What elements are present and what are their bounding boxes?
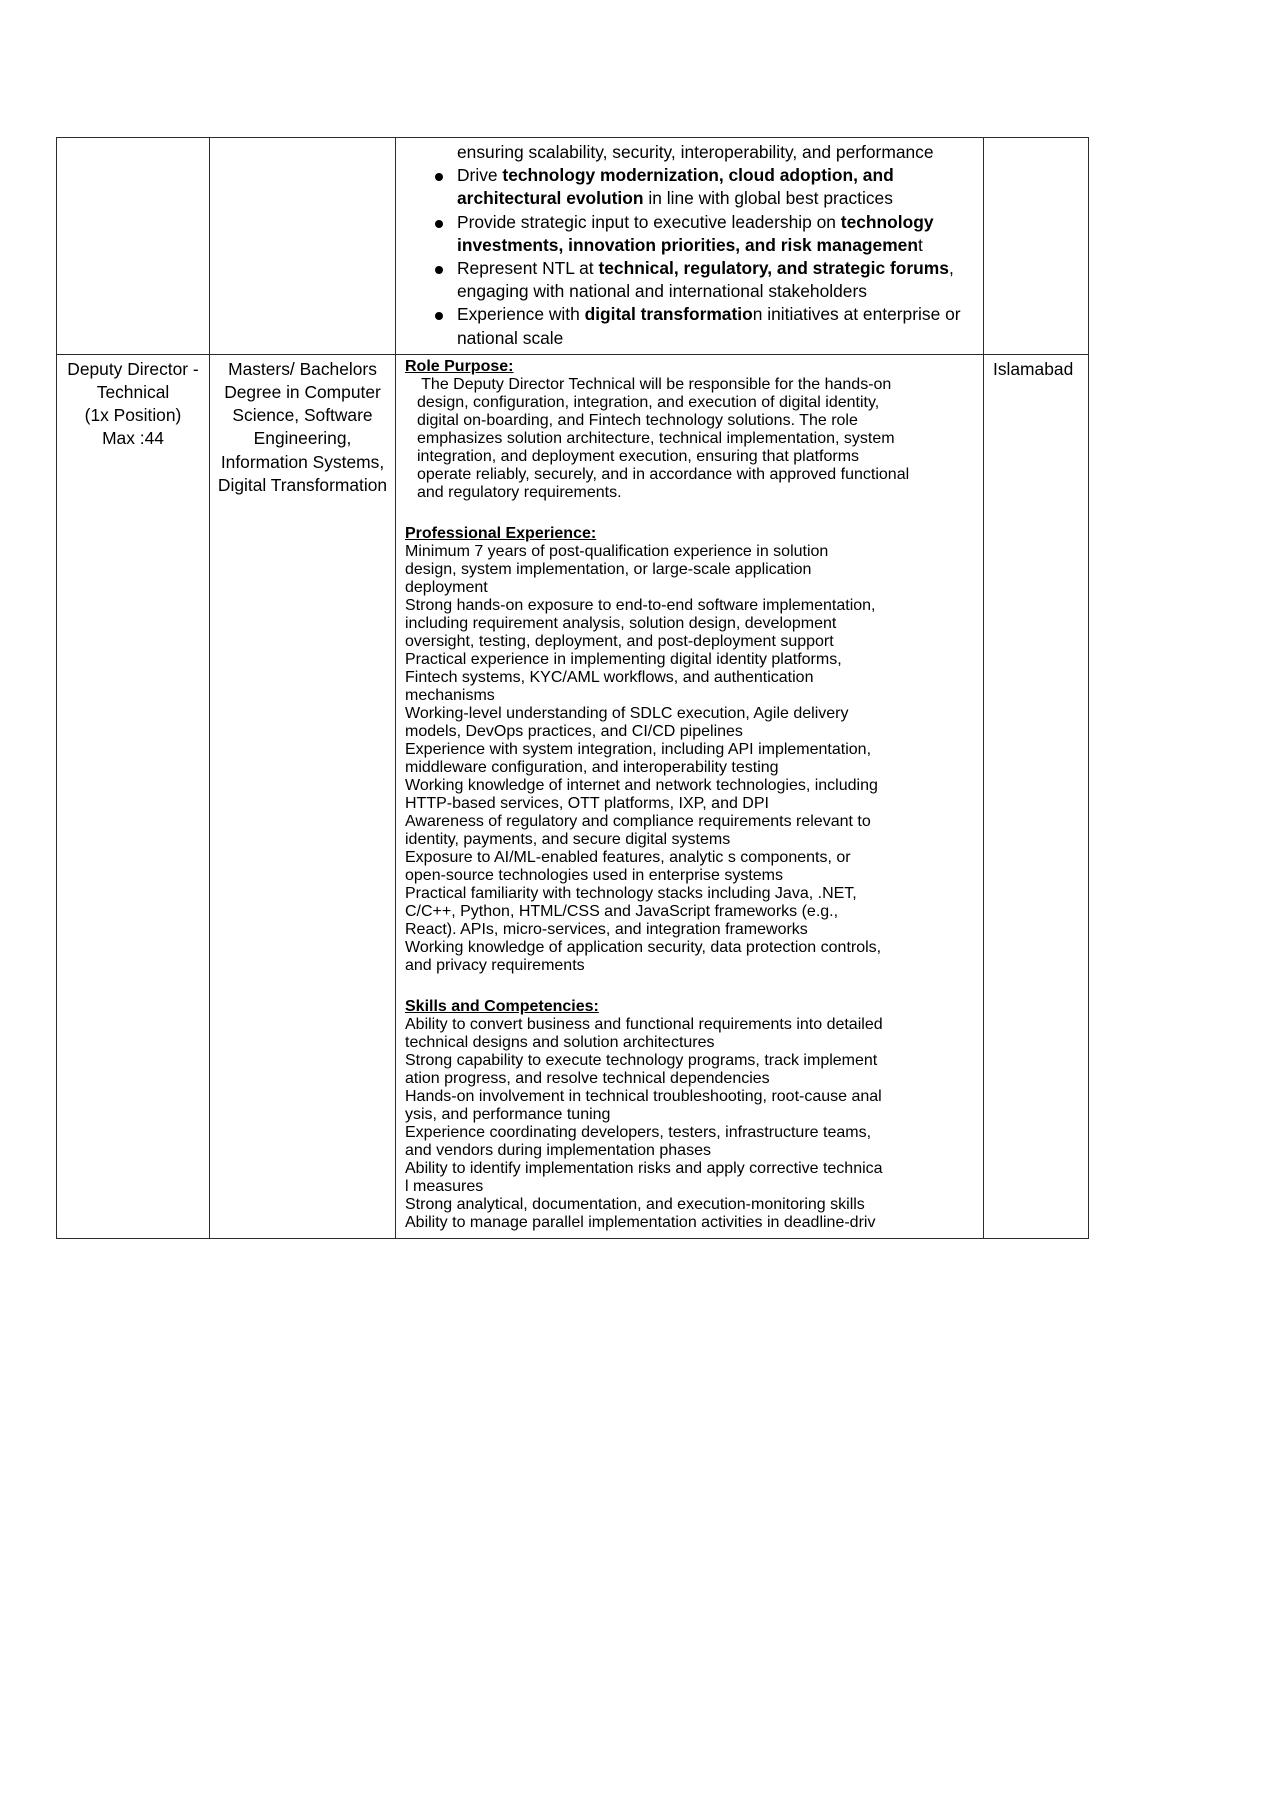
description-paragraph bbox=[405, 705, 981, 741]
responsibility-bullet-list bbox=[401, 164, 978, 350]
description-line: Exposure to AI/ML-enabled features, analytic s components, or bbox=[405, 848, 851, 866]
description-line: C/C++, Python, HTML/CSS and JavaScript frameworks (e.g., bbox=[405, 902, 839, 920]
section-heading: Role Purpose: bbox=[405, 357, 514, 375]
cell-location-continued bbox=[984, 138, 1089, 355]
qualification-line: Engineering, bbox=[253, 428, 352, 449]
qualification-line: Masters/ Bachelors bbox=[228, 358, 377, 379]
description-line: Fintech systems, KYC/AML workflows, and authentication bbox=[405, 668, 814, 686]
position-line: (1x Position) bbox=[84, 405, 182, 426]
description-line: deployment bbox=[405, 578, 488, 596]
qualification-detail bbox=[210, 355, 395, 501]
cell-job-description-continued bbox=[396, 138, 984, 355]
table-body bbox=[57, 138, 1089, 1239]
description-line: ation progress, and resolve technical dependencies bbox=[405, 1069, 770, 1087]
description-line: The Deputy Director Technical will be responsible for the hands-on bbox=[417, 375, 892, 393]
description-paragraph bbox=[405, 376, 981, 502]
description-line: Awareness of regulatory and compliance requirements relevant to bbox=[405, 812, 871, 830]
cell-position-continued bbox=[57, 138, 210, 355]
bullet-dot-icon bbox=[435, 220, 443, 228]
description-line: l measures bbox=[405, 1177, 484, 1195]
description-paragraph bbox=[405, 1016, 981, 1052]
description-paragraph bbox=[405, 849, 981, 885]
description-line: HTTP-based services, OTT platforms, IXP, and DPI bbox=[405, 794, 769, 812]
qualification-line: Information Systems, bbox=[220, 451, 385, 472]
bullet-text-bold: technology modernization, cloud adoption, and architectural evolution bbox=[457, 165, 894, 209]
description-line: mechanisms bbox=[405, 686, 495, 704]
description-line: operate reliably, securely, and in accordance with approved functional bbox=[417, 465, 910, 483]
description-line: identity, payments, and secure digital systems bbox=[405, 830, 731, 848]
qualification-line: Digital Transformation bbox=[217, 474, 388, 495]
description-paragraph bbox=[405, 1160, 981, 1196]
description-line: open-source technologies used in enterprise systems bbox=[405, 866, 783, 884]
bullet-text: t bbox=[917, 234, 923, 255]
bullet-text: Provide strategic input to executive leadership on bbox=[457, 211, 841, 232]
bullet-text-bold: digital transformatio bbox=[584, 304, 753, 325]
description-line: and vendors during implementation phases bbox=[405, 1141, 711, 1159]
description-line: Experience with system integration, including API implementation, bbox=[405, 740, 872, 758]
position-line: Deputy Director - bbox=[67, 358, 199, 379]
responsibility-bullet bbox=[401, 211, 978, 257]
responsibility-bullet bbox=[401, 164, 978, 210]
description-line: Ability to identify implementation risks and apply corrective technica bbox=[405, 1159, 883, 1177]
description-paragraph bbox=[405, 1052, 981, 1088]
description-line: design, configuration, integration, and execution of digital identity, bbox=[417, 393, 880, 411]
cell-qualification bbox=[210, 354, 396, 1238]
description-line: React). APIs, micro-services, and integration frameworks bbox=[405, 920, 808, 938]
cell-qualification-continued bbox=[210, 138, 396, 355]
bullet-text: in line with global best practices bbox=[643, 188, 893, 209]
description-paragraph bbox=[405, 1196, 981, 1214]
description-paragraph bbox=[405, 1088, 981, 1124]
description-line: digital on-boarding, and Fintech technology solutions. The role bbox=[417, 411, 858, 429]
description-line: models, DevOps practices, and CI/CD pipelines bbox=[405, 722, 743, 740]
description-line: Working-level understanding of SDLC execution, Agile delivery bbox=[405, 704, 849, 722]
description-paragraph bbox=[405, 651, 981, 705]
description-paragraph bbox=[405, 885, 981, 939]
bullet-text: Experience with bbox=[457, 304, 585, 325]
description-line: Strong capability to execute technology programs, track implement bbox=[405, 1051, 878, 1069]
bullet-text-bold: technology investments, innovation priorities, and risk managemen bbox=[457, 211, 934, 255]
description-line: including requirement analysis, solution design, development bbox=[405, 614, 837, 632]
description-line: Hands-on involvement in technical troubleshooting, root-cause anal bbox=[405, 1087, 882, 1105]
location-name: Islamabad bbox=[993, 358, 1074, 379]
description-line: ysis, and performance tuning bbox=[405, 1105, 611, 1123]
description-line: Working knowledge of internet and network technologies, including bbox=[405, 776, 878, 794]
cell-job-description bbox=[396, 354, 984, 1238]
section-heading: Skills and Competencies: bbox=[405, 997, 599, 1015]
description-line: Experience coordinating developers, testers, infrastructure teams, bbox=[405, 1123, 872, 1141]
description-line: Ability to manage parallel implementation activities in deadline-driv bbox=[405, 1213, 876, 1231]
cell-position bbox=[57, 354, 210, 1238]
bullet-dot-icon bbox=[435, 312, 443, 320]
description-paragraph bbox=[405, 1214, 981, 1232]
description-line: technical designs and solution architectures bbox=[405, 1033, 715, 1051]
description-paragraph bbox=[405, 777, 981, 813]
bullet-text-bold: technical, regulatory, and strategic forums bbox=[598, 258, 949, 279]
continued-description bbox=[396, 138, 983, 354]
continued-first-line: ensuring scalability, security, interoperability, and performance bbox=[457, 142, 934, 162]
bullet-text: Drive bbox=[457, 165, 503, 186]
position-line: Max :44 bbox=[102, 428, 164, 449]
position-title bbox=[57, 355, 209, 455]
table-row bbox=[57, 354, 1089, 1238]
description-paragraph bbox=[405, 939, 981, 975]
description-line: oversight, testing, deployment, and post-deployment support bbox=[405, 632, 834, 650]
position-text-empty bbox=[57, 138, 209, 145]
bullet-dot-icon bbox=[435, 266, 443, 274]
description-line: integration, and deployment execution, ensuring that platforms bbox=[417, 447, 860, 465]
qualification-line: Science, Software bbox=[232, 405, 373, 426]
bullet-text: Represent NTL at bbox=[457, 258, 599, 279]
description-line: Strong analytical, documentation, and execution-monitoring skills bbox=[405, 1195, 865, 1213]
description-line: design, system implementation, or large-scale application bbox=[405, 560, 812, 578]
description-line: middleware configuration, and interoperability testing bbox=[405, 758, 779, 776]
description-paragraph bbox=[405, 597, 981, 651]
location-text-empty bbox=[984, 138, 1088, 145]
qualification-text-empty bbox=[210, 138, 395, 145]
job-description-body bbox=[396, 355, 983, 1238]
description-line: Practical familiarity with technology stacks including Java, .NET, bbox=[405, 884, 857, 902]
bullet-text: n initiatives at enterprise or national scale bbox=[457, 304, 961, 348]
position-line: Technical bbox=[96, 382, 170, 403]
description-line: Ability to convert business and functional requirements into detailed bbox=[405, 1015, 883, 1033]
description-line: Minimum 7 years of post-qualification experience in solution bbox=[405, 542, 829, 560]
bullet-dot-icon bbox=[435, 173, 443, 181]
description-line: emphasizes solution architecture, technical implementation, system bbox=[417, 429, 895, 447]
description-line: Strong hands-on exposure to end-to-end software implementation, bbox=[405, 596, 876, 614]
responsibility-bullet bbox=[401, 257, 978, 303]
responsibility-bullet bbox=[401, 303, 978, 349]
description-line: and regulatory requirements. bbox=[417, 483, 622, 501]
description-line: and privacy requirements bbox=[405, 956, 585, 974]
description-paragraph bbox=[405, 741, 981, 777]
description-paragraph bbox=[405, 813, 981, 849]
table-row bbox=[57, 138, 1089, 355]
description-line: Practical experience in implementing digital identity platforms, bbox=[405, 650, 842, 668]
description-line: Working knowledge of application security, data protection controls, bbox=[405, 938, 882, 956]
description-paragraph bbox=[405, 543, 981, 597]
qualification-line: Degree in Computer bbox=[224, 382, 381, 403]
description-paragraph bbox=[405, 1124, 981, 1160]
bullet-text: , engaging with national and international stakeholders bbox=[457, 258, 954, 302]
section-heading: Professional Experience: bbox=[405, 524, 597, 542]
cell-location bbox=[984, 354, 1089, 1238]
job-description-table bbox=[56, 137, 1089, 1239]
